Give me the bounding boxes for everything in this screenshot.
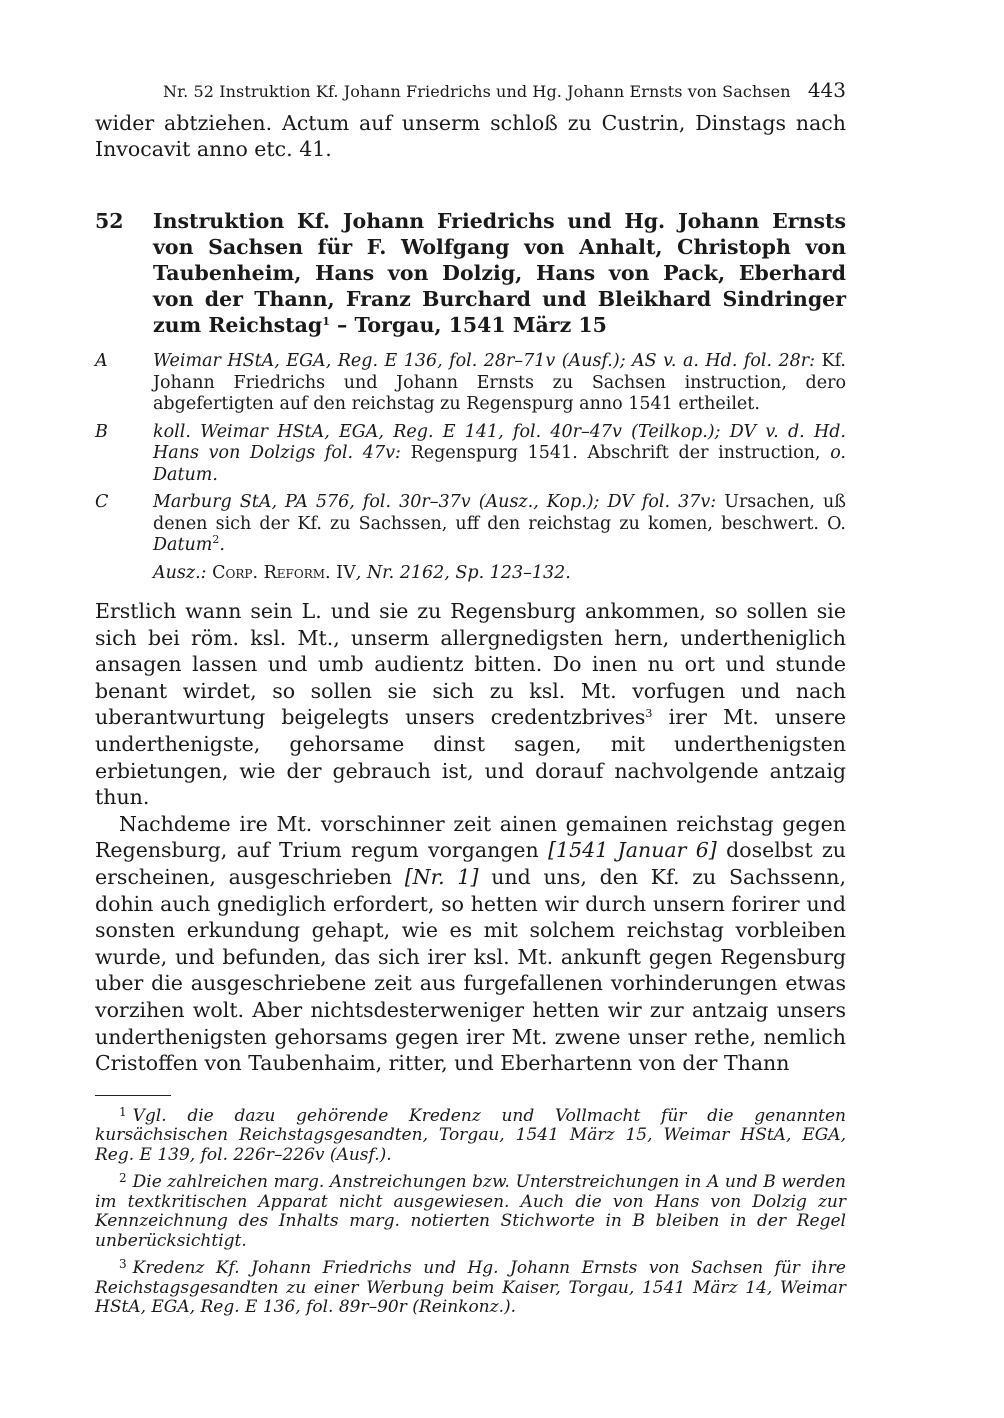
source-siglum: C	[95, 492, 109, 512]
source-siglum: B	[95, 421, 108, 442]
editorial-date: [1541 Januar 6]	[548, 838, 717, 863]
footnote-number: 2	[119, 1171, 127, 1186]
document-heading	[95, 208, 846, 338]
paragraph	[95, 811, 846, 1077]
footnote-ref: 3	[645, 707, 653, 721]
document-title-place-date: – Torgau, 1541 März 15	[329, 313, 607, 337]
footnotes	[95, 1103, 846, 1318]
footnote-text: Kredenz Kf. Johann Friedrichs und Hg. Johann Ernsts von Sachsen für ihre Reichstagsgesandten zu einer Werbung beim Kaiser, Torgau, 1541 März 14, Weimar HStA, EGA, Reg. E 136, fol. 89r–90r (Reinkonz.).	[95, 1258, 846, 1318]
footnote-number: 3	[119, 1257, 127, 1272]
carryover-text: wider abtziehen. Actum auf unserm schloß zu Custrin, Dinstags nach Invocavit anno etc. 41.	[95, 111, 846, 161]
document-title	[153, 208, 846, 338]
footnote	[95, 1255, 846, 1318]
paragraph-text: Nachdeme ire Mt. vorschinner zeit ainen gemainen reichstag gegen Regensburg, auf Trium regum vorgangen	[95, 811, 846, 863]
edition-work: Corp. Reform.	[212, 562, 331, 583]
source-reference: koll. Weimar HStA, EGA, Reg. E 141, fol. 40r–47v (Teilkop.); DV v. d. Hd. Hans von Dolzigs fol. 47v:	[153, 421, 846, 463]
page-number: 443	[807, 78, 846, 102]
edition-prefix: Ausz.:	[153, 562, 207, 583]
running-head	[95, 76, 846, 110]
footnote-number: 1	[119, 1104, 127, 1119]
paragraph-text: Erstlich wann sein L. und sie zu Regensburg ankommen, so sollen sie sich bei röm. ksl. Mt., unserm allergnedigsten hern, undertheniglich ansagen lassen und umb audientz bitten. Do inen nu ort und stunde benant wirdet, so sollen sie sich zu ksl. Mt. vorfugen und nach uberantwurtung beigelegts unsers credentzbrives	[95, 599, 846, 730]
footnote-divider	[95, 1095, 171, 1096]
edition-location: , Nr. 2162, Sp. 123–132.	[355, 562, 571, 583]
source-description: Ursachen, uß denen sich der Kf. zu Sachssen, uff den reichstag zu komen, beschwert. O.	[153, 492, 846, 534]
footnote-text: Vgl. die dazu gehörende Kredenz und Vollmacht für die genannten kursächsischen Reichstagsgesandten, Torgau, 1541 März 15, Weimar HStA, EGA, Reg. E 139, fol. 226r–226v (Ausf.).	[95, 1105, 846, 1165]
paragraph-text: doselbst zu erscheinen, ausgeschrieben	[95, 838, 847, 889]
source-entry	[95, 422, 846, 487]
edition-entry	[95, 563, 846, 585]
footnote-ref: 1	[322, 315, 330, 328]
editorial-reference: [Nr. 1]	[404, 864, 479, 889]
edition-volume: IV	[330, 562, 356, 583]
source-apparatus	[95, 351, 846, 584]
source-note: Datum	[153, 535, 213, 555]
footnote-text: Die zahlreichen marg. Anstreichungen bzw. Unterstreichungen in A und B werden im textkritischen Apparat nicht ausgewiesen. Auch die von Hans von Dolzig zur Kennzeichnung des Inhalts marg. notierten Stichworte in B bleiben in der Regel unberücksichtigt.	[95, 1172, 846, 1251]
source-entry	[95, 351, 846, 416]
running-head-title: Nr. 52 Instruktion Kf. Johann Friedrichs und Hg. Johann Ernsts von Sachsen	[163, 82, 791, 101]
source-siglum: A	[95, 351, 108, 371]
source-description: Kf. Johann Friedrichs und Johann Ernsts zu Sachsen instruction, dero abgefertigten auf den reichstag zu Regenspurg anno 1541 ertheilet.	[153, 351, 846, 414]
paragraph-text: und uns, den Kf. zu Sachssenn, dohin auch gnediglich erfordert, so hetten wir durch unsern forirer und sonsten erkundung gehapt, wie es mit solchem reichstag vorbleiben wurde, und befunden, das sich irer ksl. Mt. ankunft gegen Regensburg uber die ausgeschriebene zeit aus furgefallenen vorhinderungen etwas vorzihen wolt. Aber nichtsdesterweniger hetten wir zur antzaig unsers underthenigsten gehorsams gegen irer Mt. zwene unser rethe, nemlich Cristoffen von Taubenhaim, ritter, und Eberhartenn von der Thann	[95, 864, 847, 1076]
footnote	[95, 1169, 846, 1251]
source-note: o. Datum.	[153, 443, 846, 485]
source-entry	[95, 492, 846, 557]
paragraph-text: irer Mt. unsere underthenigste, gehorsame dinst sagen, mit underthenigsten erbietungen, wie der gebrauch ist, und dorauf nachvolgende antzaig thun.	[95, 705, 846, 810]
document-title-main: Instruktion Kf. Johann Friedrichs und Hg. Johann Ernsts von Sachsen für F. Wolfgang von Anhalt, Christoph von Taubenheim, Hans von Dolzig, Hans von Pack, Eberhard von der Thann, Franz Burchard und Bleikhard Sindringer zum Reichstag	[153, 209, 846, 337]
paragraph	[95, 598, 846, 811]
document-page	[95, 76, 846, 1322]
source-reference: Marburg StA, PA 576, fol. 30r–37v (Ausz., Kop.); DV fol. 37v:	[153, 492, 717, 512]
document-number: 52	[95, 209, 124, 233]
source-description: Regenspurg 1541. Abschrift der instruction,	[400, 443, 831, 463]
footnote-ref: 2	[212, 533, 220, 546]
source-reference: Weimar HStA, EGA, Reg. E 136, fol. 28r–71v (Ausf.); AS v. a. Hd. fol. 28r:	[153, 351, 816, 371]
footnote	[95, 1103, 846, 1166]
main-text	[95, 598, 846, 1077]
source-note-end: .	[219, 535, 225, 555]
spacer	[95, 563, 153, 585]
